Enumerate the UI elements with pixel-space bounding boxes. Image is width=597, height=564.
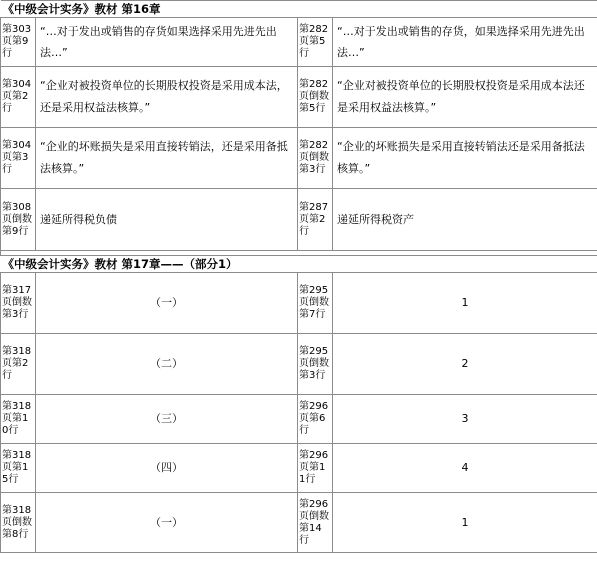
location-new: 第296页倒数第14行: [298, 493, 333, 553]
text-new: “企业的坏账损失是采用直接转销法还是采用备抵法核算。”: [333, 128, 597, 189]
table-row: [1, 128, 597, 189]
location-old: 第318页第10行: [1, 395, 36, 444]
text-new: 递延所得税资产: [333, 189, 597, 251]
table-row: [1, 189, 597, 251]
text-old: （一）: [36, 493, 298, 553]
text-new: 1: [333, 493, 597, 553]
location-old: 第318页倒数第8行: [1, 493, 36, 553]
location-old: 第308页倒数第9行: [1, 189, 36, 251]
text-new: “企业对被投资单位的长期股权投资是采用成本法还是采用权益法核算。”: [333, 67, 597, 128]
text-new: 3: [333, 395, 597, 444]
text-old: “企业对被投资单位的长期股权投资是采用成本法，还是采用权益法核算。”: [36, 67, 298, 128]
text-new: 4: [333, 444, 597, 493]
table-row: [1, 493, 597, 553]
location-new: 第282页第5行: [298, 18, 333, 67]
text-old: （二）: [36, 334, 298, 395]
text-old: “企业的坏账损失是采用直接转销法，还是采用备抵法核算。”: [36, 128, 298, 189]
location-old: 第318页第15行: [1, 444, 36, 493]
location-new: 第295页倒数第7行: [298, 273, 333, 334]
text-new: 1: [333, 273, 597, 334]
section-17-header-row: [1, 256, 597, 273]
section-17-title: 《中级会计实务》教材 第17章——（部分1）: [1, 256, 597, 273]
location-new: 第282页倒数第3行: [298, 128, 333, 189]
section-16-header-row: [1, 1, 597, 18]
table-row: [1, 334, 597, 395]
text-new: “…对于发出或销售的存货，如果选择采用先进先出法…”: [333, 18, 597, 67]
location-old: 第303页第9行: [1, 18, 36, 67]
table-row: [1, 444, 597, 493]
location-old: 第304页第3行: [1, 128, 36, 189]
table-row: [1, 395, 597, 444]
text-old: （一）: [36, 273, 298, 334]
location-new: 第295页倒数第3行: [298, 334, 333, 395]
location-old: 第304页第2行: [1, 67, 36, 128]
location-old: 第317页倒数第3行: [1, 273, 36, 334]
table-row: [1, 273, 597, 334]
section-16-title: 《中级会计实务》教材 第16章: [1, 1, 597, 18]
text-old: （四）: [36, 444, 298, 493]
location-new: 第296页第11行: [298, 444, 333, 493]
text-old: “…对于发出或销售的存货如果选择采用先进先出法…”: [36, 18, 298, 67]
table-row: [1, 18, 597, 67]
text-new: 2: [333, 334, 597, 395]
table-row: [1, 67, 597, 128]
text-old: （三）: [36, 395, 298, 444]
location-old: 第318页第2行: [1, 334, 36, 395]
location-new: 第287页第2行: [298, 189, 333, 251]
text-old: 递延所得税负债: [36, 189, 298, 251]
location-new: 第282页倒数第5行: [298, 67, 333, 128]
location-new: 第296页第6行: [298, 395, 333, 444]
